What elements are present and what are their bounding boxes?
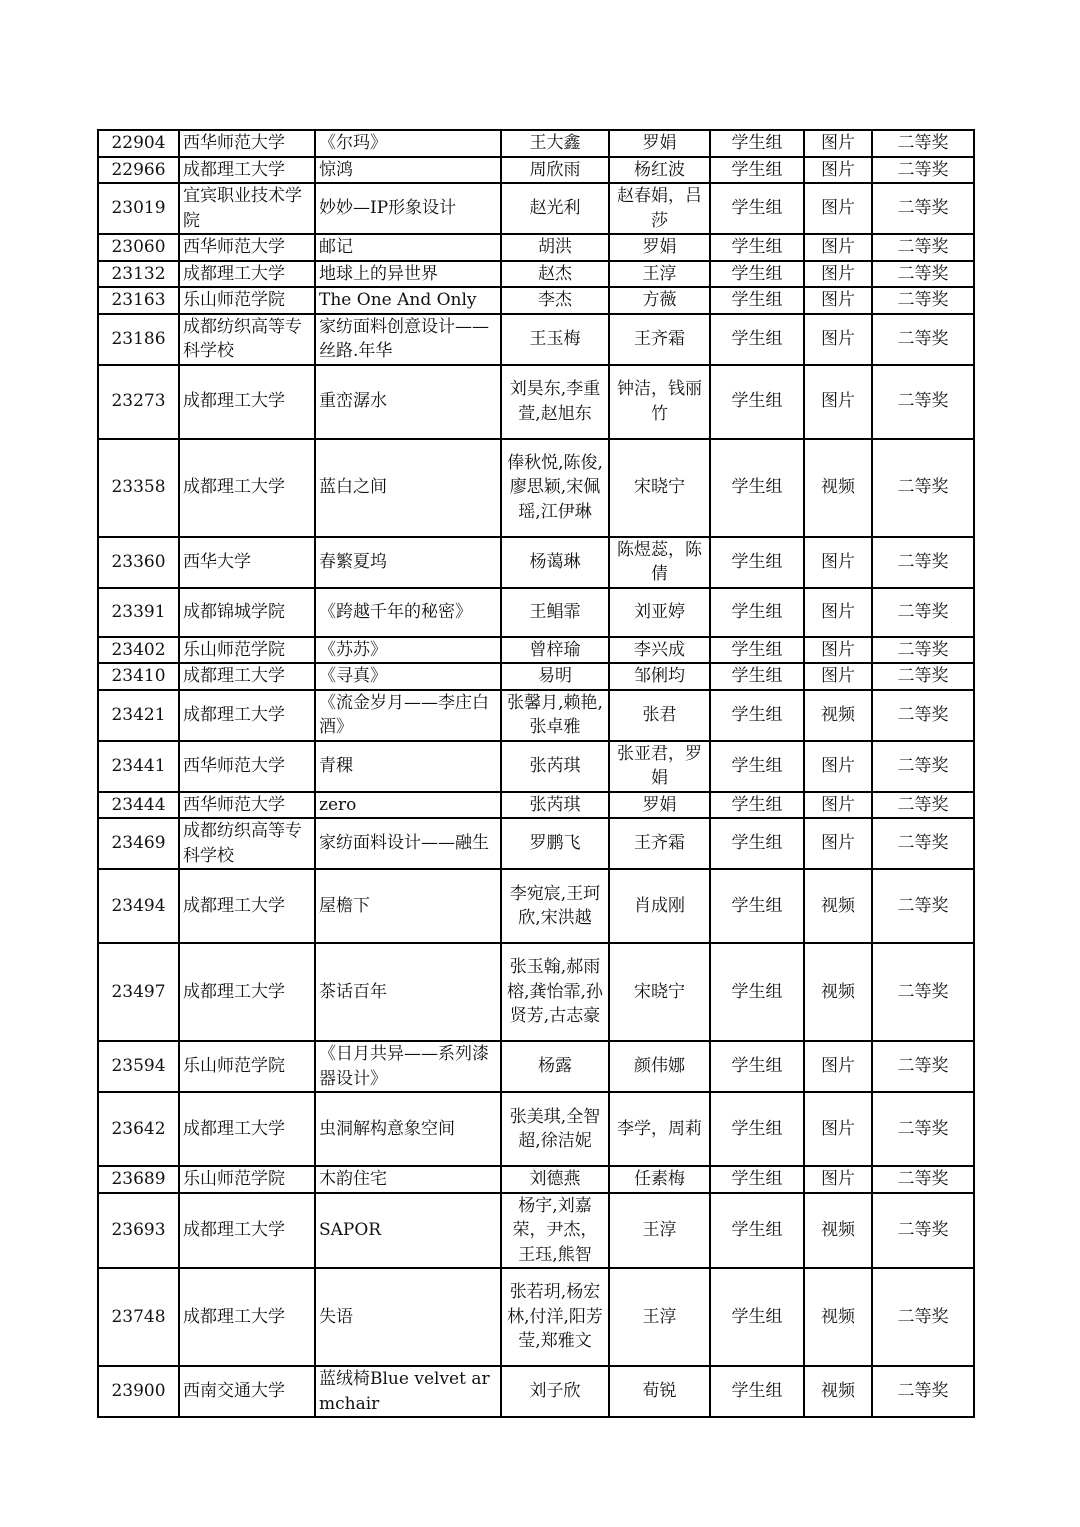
award-level: 二等奖: [872, 261, 974, 288]
work-title: 蓝绒椅Blue velvet armchair: [315, 1366, 501, 1417]
table-row: [98, 261, 974, 288]
table-row: [98, 1366, 974, 1417]
work-type: 图片: [804, 818, 872, 869]
advisor: 王齐霜: [609, 818, 710, 869]
award-level: 二等奖: [872, 741, 974, 792]
group: 学生组: [710, 663, 804, 690]
work-title: 家纺面料设计——融生: [315, 818, 501, 869]
work-type: 图片: [804, 741, 872, 792]
table-row: [98, 943, 974, 1041]
award-level: 二等奖: [872, 183, 974, 234]
group: 学生组: [710, 314, 804, 365]
work-title: 青稞: [315, 741, 501, 792]
authors: 张若玥,杨宏林,付洋,阳芳莹,郑雅文: [501, 1268, 609, 1366]
entry-id: 23469: [98, 818, 179, 869]
award-level: 二等奖: [872, 1268, 974, 1366]
university-name: 西华师范大学: [179, 234, 315, 261]
advisor: 王淳: [609, 1268, 710, 1366]
advisor: 肖成刚: [609, 869, 710, 943]
authors: 刘子欣: [501, 1366, 609, 1417]
award-level: 二等奖: [872, 637, 974, 664]
work-title: 地球上的异世界: [315, 261, 501, 288]
work-type: 图片: [804, 537, 872, 588]
work-title: The One And Only: [315, 287, 501, 314]
authors: 杨宇,刘嘉荣，尹杰，王珏,熊智: [501, 1193, 609, 1269]
advisor: 张君: [609, 690, 710, 741]
advisor: 方薇: [609, 287, 710, 314]
table-body: [98, 130, 974, 1417]
award-level: 二等奖: [872, 1193, 974, 1269]
work-type: 图片: [804, 234, 872, 261]
work-title: 惊鸿: [315, 157, 501, 184]
group: 学生组: [710, 690, 804, 741]
work-title: 《寻真》: [315, 663, 501, 690]
work-type: 图片: [804, 1041, 872, 1092]
entry-id: 23060: [98, 234, 179, 261]
work-type: 图片: [804, 365, 872, 439]
university-name: 成都理工大学: [179, 869, 315, 943]
advisor: 王淳: [609, 261, 710, 288]
university-name: 西华师范大学: [179, 792, 315, 819]
group: 学生组: [710, 637, 804, 664]
advisor: 宋晓宁: [609, 439, 710, 537]
table-row: [98, 157, 974, 184]
work-title: 屋檐下: [315, 869, 501, 943]
table-row: [98, 1092, 974, 1166]
entry-id: 23748: [98, 1268, 179, 1366]
table-row: [98, 818, 974, 869]
work-type: 视频: [804, 869, 872, 943]
entry-id: 23494: [98, 869, 179, 943]
university-name: 成都理工大学: [179, 1193, 315, 1269]
university-name: 西华师范大学: [179, 741, 315, 792]
table-row: [98, 663, 974, 690]
work-title: 邮记: [315, 234, 501, 261]
university-name: 成都理工大学: [179, 690, 315, 741]
advisor: 杨红波: [609, 157, 710, 184]
work-type: 图片: [804, 1166, 872, 1193]
entry-id: 23421: [98, 690, 179, 741]
entry-id: 23497: [98, 943, 179, 1041]
university-name: 西南交通大学: [179, 1366, 315, 1417]
group: 学生组: [710, 1193, 804, 1269]
entry-id: 23360: [98, 537, 179, 588]
authors: 罗鹏飞: [501, 818, 609, 869]
entry-id: 23163: [98, 287, 179, 314]
advisor: 颜伟娜: [609, 1041, 710, 1092]
work-title: 茶话百年: [315, 943, 501, 1041]
award-level: 二等奖: [872, 1166, 974, 1193]
work-type: 图片: [804, 314, 872, 365]
group: 学生组: [710, 869, 804, 943]
entry-id: 22904: [98, 130, 179, 157]
work-title: 家纺面料创意设计——丝路.年华: [315, 314, 501, 365]
authors: 张芮琪: [501, 741, 609, 792]
work-title: 《流金岁月——李庄白酒》: [315, 690, 501, 741]
university-name: 成都锦城学院: [179, 588, 315, 637]
university-name: 成都理工大学: [179, 663, 315, 690]
work-type: 图片: [804, 1092, 872, 1166]
university-name: 乐山师范学院: [179, 287, 315, 314]
group: 学生组: [710, 1366, 804, 1417]
authors: 王玉梅: [501, 314, 609, 365]
authors: 胡洪: [501, 234, 609, 261]
university-name: 成都理工大学: [179, 943, 315, 1041]
work-type: 视频: [804, 1366, 872, 1417]
group: 学生组: [710, 261, 804, 288]
advisor: 陈煜蕊，陈倩: [609, 537, 710, 588]
advisor: 罗娟: [609, 792, 710, 819]
table-row: [98, 869, 974, 943]
work-title: 《尔玛》: [315, 130, 501, 157]
award-level: 二等奖: [872, 537, 974, 588]
authors: 李宛宸,王珂欣,宋洪越: [501, 869, 609, 943]
table-row: [98, 287, 974, 314]
university-name: 成都纺织高等专科学校: [179, 818, 315, 869]
work-title: 《苏苏》: [315, 637, 501, 664]
table-row: [98, 1041, 974, 1092]
authors: 赵杰: [501, 261, 609, 288]
authors: 张玉翰,郝雨榕,龚怡霏,孙贤芳,古志豪: [501, 943, 609, 1041]
table-row: [98, 588, 974, 637]
authors: 易明: [501, 663, 609, 690]
group: 学生组: [710, 1166, 804, 1193]
table-row: [98, 537, 974, 588]
table-row: [98, 365, 974, 439]
work-type: 视频: [804, 1268, 872, 1366]
group: 学生组: [710, 741, 804, 792]
table-row: [98, 439, 974, 537]
group: 学生组: [710, 130, 804, 157]
group: 学生组: [710, 287, 804, 314]
authors: 杨蔼琳: [501, 537, 609, 588]
table-row: [98, 183, 974, 234]
advisor: 张亚君，罗娟: [609, 741, 710, 792]
group: 学生组: [710, 1268, 804, 1366]
table-row: [98, 792, 974, 819]
award-level: 二等奖: [872, 130, 974, 157]
university-name: 成都理工大学: [179, 157, 315, 184]
work-type: 视频: [804, 690, 872, 741]
award-level: 二等奖: [872, 1366, 974, 1417]
award-level: 二等奖: [872, 663, 974, 690]
authors: 曾梓瑜: [501, 637, 609, 664]
university-name: 乐山师范学院: [179, 1041, 315, 1092]
work-title: 虫洞解构意象空间: [315, 1092, 501, 1166]
work-title: 《日月共异——系列漆器设计》: [315, 1041, 501, 1092]
entry-id: 23900: [98, 1366, 179, 1417]
work-title: 重峦潺水: [315, 365, 501, 439]
authors: 李杰: [501, 287, 609, 314]
advisor: 罗娟: [609, 234, 710, 261]
work-type: 图片: [804, 183, 872, 234]
university-name: 成都理工大学: [179, 439, 315, 537]
advisor: 荀锐: [609, 1366, 710, 1417]
entry-id: 23444: [98, 792, 179, 819]
entry-id: 23441: [98, 741, 179, 792]
advisor: 宋晓宁: [609, 943, 710, 1041]
award-level: 二等奖: [872, 234, 974, 261]
award-level: 二等奖: [872, 1041, 974, 1092]
advisor: 王淳: [609, 1193, 710, 1269]
award-level: 二等奖: [872, 869, 974, 943]
award-level: 二等奖: [872, 365, 974, 439]
advisor: 刘亚婷: [609, 588, 710, 637]
authors: 王鲳霏: [501, 588, 609, 637]
award-level: 二等奖: [872, 287, 974, 314]
table-row: [98, 637, 974, 664]
group: 学生组: [710, 1092, 804, 1166]
group: 学生组: [710, 588, 804, 637]
table-row: [98, 234, 974, 261]
advisor: 邹俐均: [609, 663, 710, 690]
work-title: 木韵住宅: [315, 1166, 501, 1193]
group: 学生组: [710, 818, 804, 869]
university-name: 成都理工大学: [179, 1268, 315, 1366]
work-type: 图片: [804, 157, 872, 184]
authors: 张芮琪: [501, 792, 609, 819]
award-level: 二等奖: [872, 157, 974, 184]
advisor: 王齐霜: [609, 314, 710, 365]
university-name: 成都理工大学: [179, 365, 315, 439]
entry-id: 23132: [98, 261, 179, 288]
award-level: 二等奖: [872, 439, 974, 537]
group: 学生组: [710, 183, 804, 234]
table-row: [98, 690, 974, 741]
work-type: 图片: [804, 792, 872, 819]
group: 学生组: [710, 792, 804, 819]
award-level: 二等奖: [872, 818, 974, 869]
authors: 张馨月,赖艳,张卓雅: [501, 690, 609, 741]
work-title: SAPOR: [315, 1193, 501, 1269]
table-row: [98, 1268, 974, 1366]
award-level: 二等奖: [872, 792, 974, 819]
group: 学生组: [710, 365, 804, 439]
advisor: 罗娟: [609, 130, 710, 157]
work-type: 图片: [804, 588, 872, 637]
group: 学生组: [710, 1041, 804, 1092]
authors: 赵光利: [501, 183, 609, 234]
university-name: 乐山师范学院: [179, 1166, 315, 1193]
university-name: 乐山师范学院: [179, 637, 315, 664]
table-row: [98, 1193, 974, 1269]
university-name: 成都理工大学: [179, 261, 315, 288]
entry-id: 23594: [98, 1041, 179, 1092]
table-row: [98, 1166, 974, 1193]
university-name: 西华大学: [179, 537, 315, 588]
university-name: 成都理工大学: [179, 1092, 315, 1166]
group: 学生组: [710, 157, 804, 184]
entry-id: 23391: [98, 588, 179, 637]
award-level: 二等奖: [872, 943, 974, 1041]
authors: 王大鑫: [501, 130, 609, 157]
work-title: 妙妙—IP形象设计: [315, 183, 501, 234]
entry-id: 23019: [98, 183, 179, 234]
entry-id: 23186: [98, 314, 179, 365]
entry-id: 23693: [98, 1193, 179, 1269]
award-level: 二等奖: [872, 1092, 974, 1166]
work-type: 图片: [804, 287, 872, 314]
group: 学生组: [710, 439, 804, 537]
table-row: [98, 314, 974, 365]
university-name: 宜宾职业技术学院: [179, 183, 315, 234]
work-title: 蓝白之间: [315, 439, 501, 537]
work-type: 图片: [804, 261, 872, 288]
award-level: 二等奖: [872, 588, 974, 637]
entry-id: 22966: [98, 157, 179, 184]
advisor: 钟洁，钱丽竹: [609, 365, 710, 439]
university-name: 西华师范大学: [179, 130, 315, 157]
work-type: 视频: [804, 1193, 872, 1269]
work-type: 图片: [804, 663, 872, 690]
work-type: 图片: [804, 637, 872, 664]
advisor: 李兴成: [609, 637, 710, 664]
entry-id: 23410: [98, 663, 179, 690]
work-type: 视频: [804, 943, 872, 1041]
table-row: [98, 741, 974, 792]
authors: 周欣雨: [501, 157, 609, 184]
work-type: 图片: [804, 130, 872, 157]
work-title: 失语: [315, 1268, 501, 1366]
entry-id: 23402: [98, 637, 179, 664]
authors: 杨露: [501, 1041, 609, 1092]
advisor: 赵春娟，吕莎: [609, 183, 710, 234]
group: 学生组: [710, 234, 804, 261]
authors: 俸秋悦,陈俊,廖思颖,宋佩瑶,江伊琳: [501, 439, 609, 537]
advisor: 李学，周莉: [609, 1092, 710, 1166]
work-title: 春繁夏坞: [315, 537, 501, 588]
entry-id: 23358: [98, 439, 179, 537]
authors: 刘昊东,李重萱,赵旭东: [501, 365, 609, 439]
table-row: [98, 130, 974, 157]
award-table: [97, 129, 975, 1418]
award-level: 二等奖: [872, 314, 974, 365]
entry-id: 23642: [98, 1092, 179, 1166]
work-type: 视频: [804, 439, 872, 537]
university-name: 成都纺织高等专科学校: [179, 314, 315, 365]
authors: 张美琪,全智超,徐洁妮: [501, 1092, 609, 1166]
entry-id: 23689: [98, 1166, 179, 1193]
advisor: 任素梅: [609, 1166, 710, 1193]
entry-id: 23273: [98, 365, 179, 439]
authors: 刘德燕: [501, 1166, 609, 1193]
group: 学生组: [710, 537, 804, 588]
group: 学生组: [710, 943, 804, 1041]
work-title: zero: [315, 792, 501, 819]
work-title: 《跨越千年的秘密》: [315, 588, 501, 637]
award-level: 二等奖: [872, 690, 974, 741]
